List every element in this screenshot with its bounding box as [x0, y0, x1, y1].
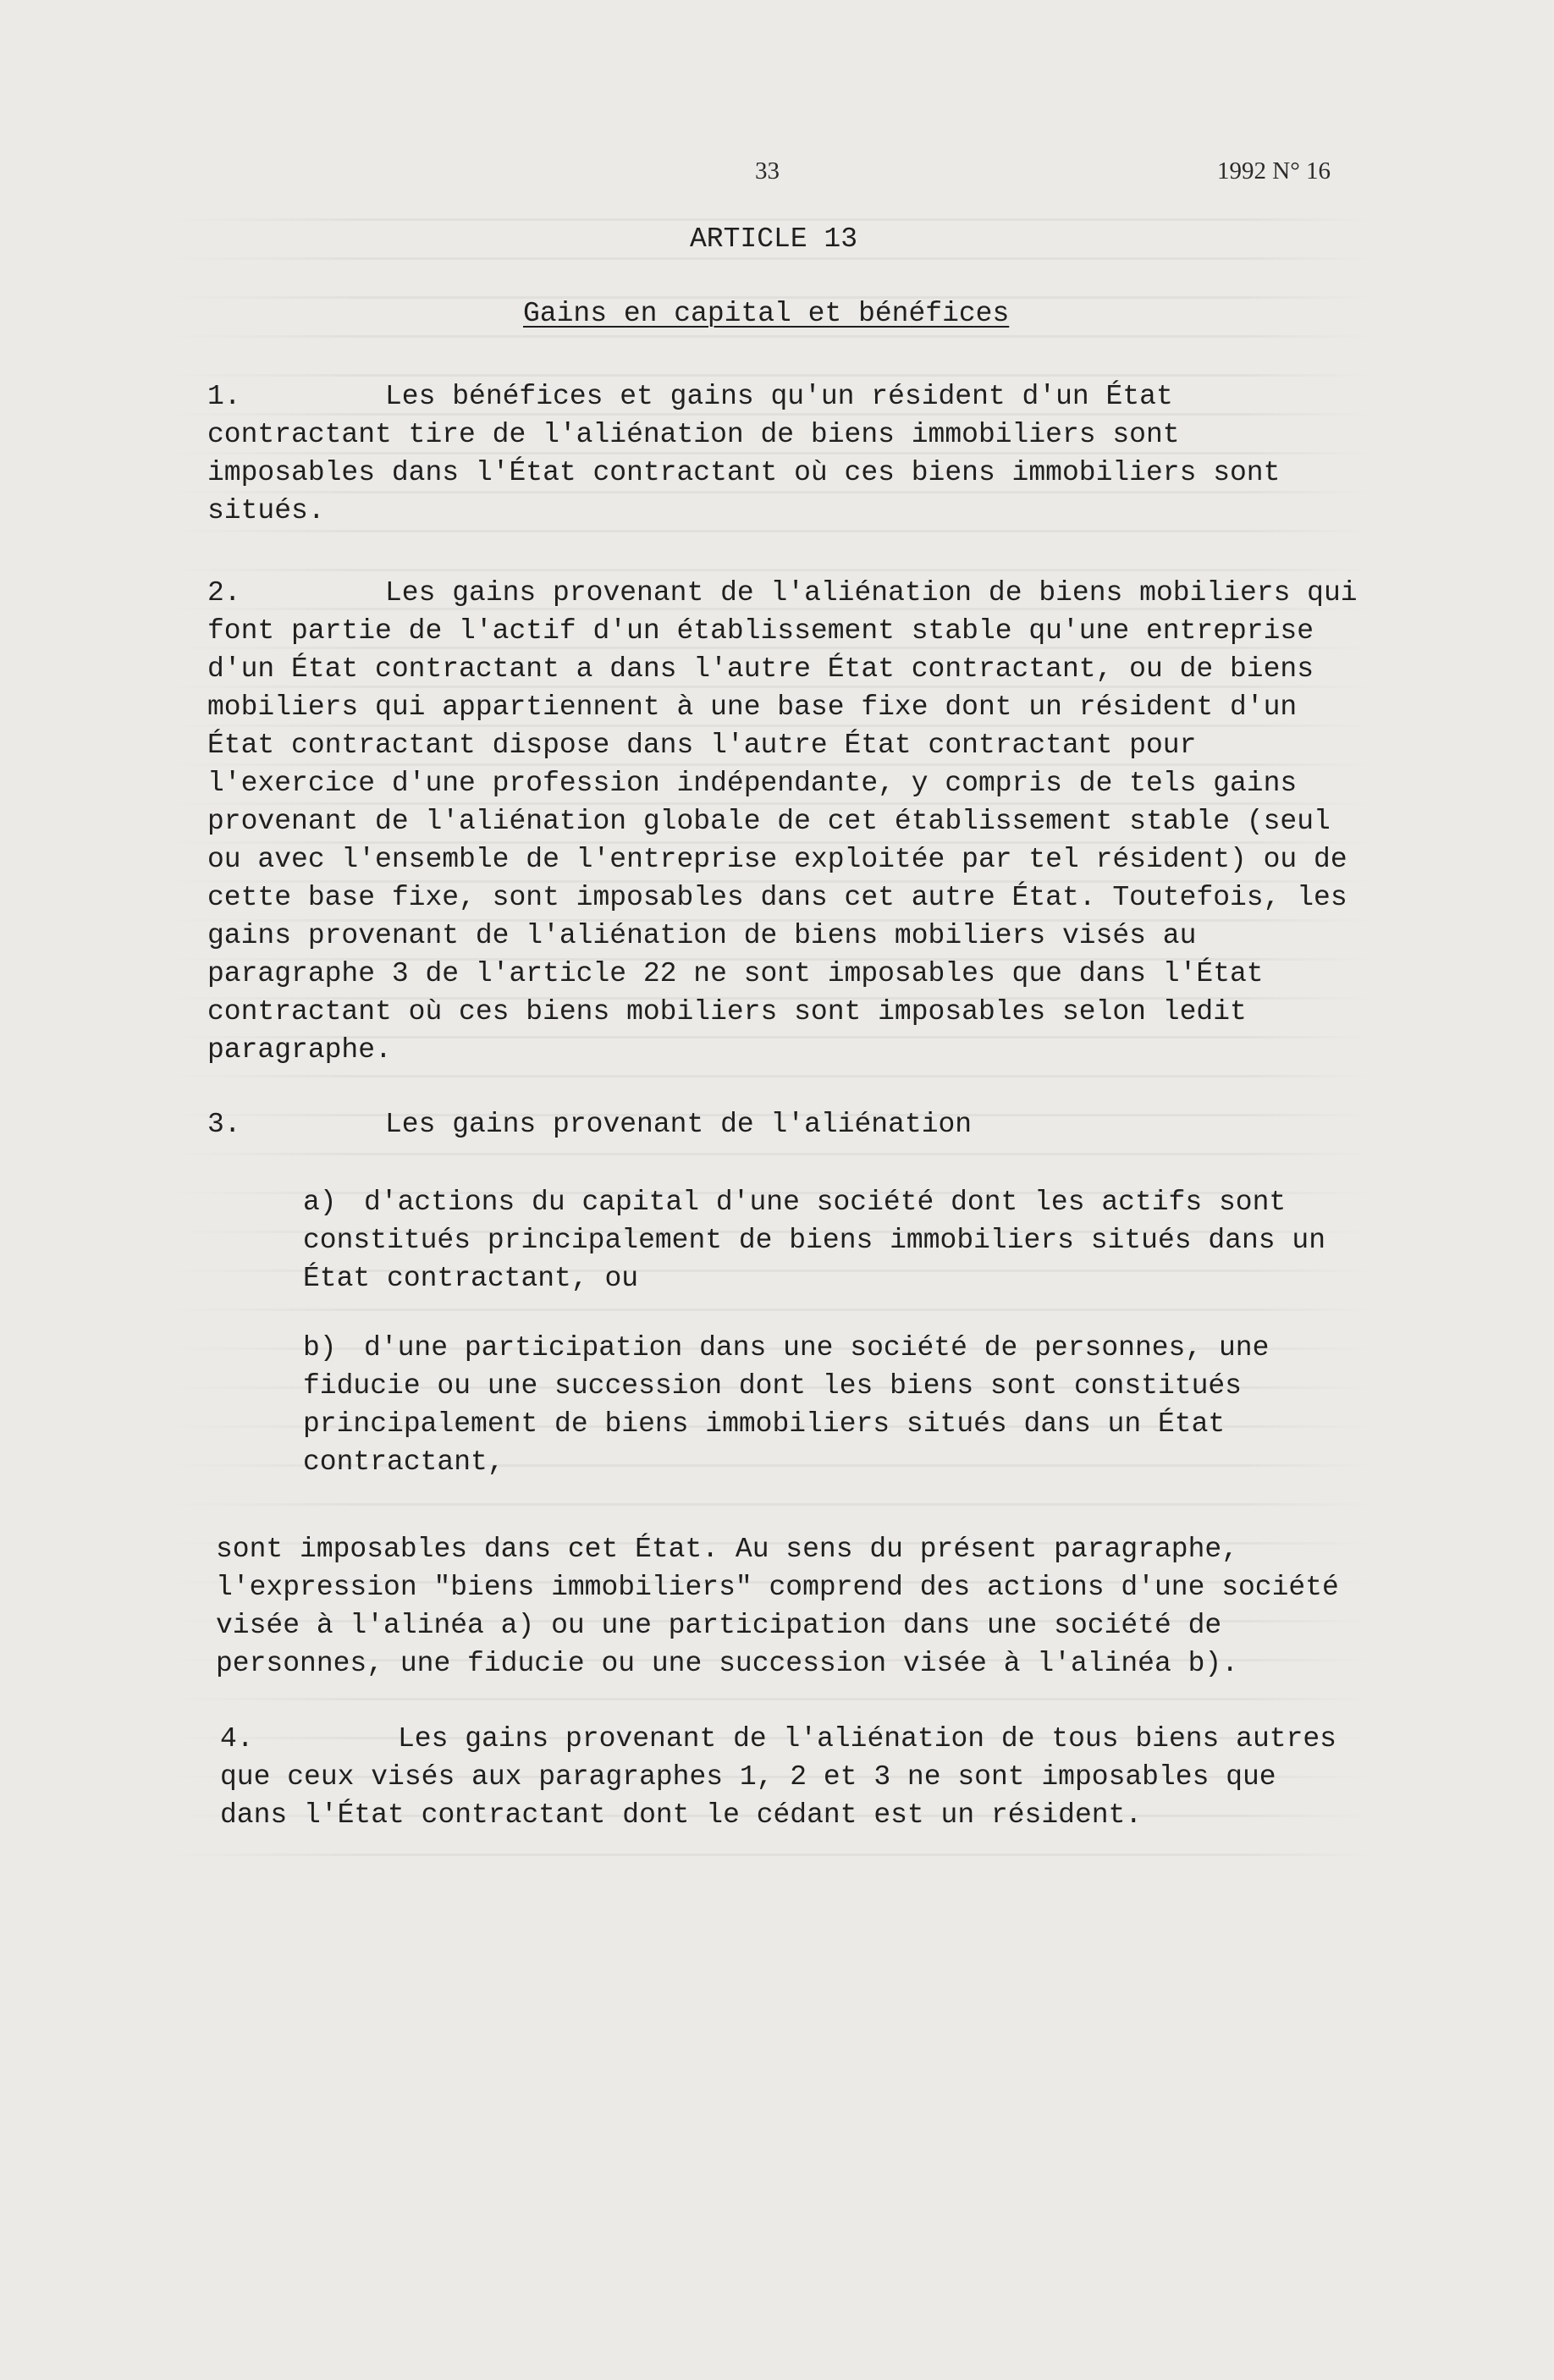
paragraph-3 — [207, 1105, 1358, 1143]
paragraph-4 — [220, 1720, 1354, 1834]
paragraph-number: 2. — [207, 577, 241, 609]
paragraph-number: 3. — [207, 1109, 241, 1140]
paragraph-number: 1. — [207, 381, 241, 412]
paragraph-text: Les bénéfices et gains qu'un résident d'un État contractant tire de l'aliénation de biens immobiliers sont imposables dans l'État contractant où ces biens immobiliers sont situés. — [207, 381, 1281, 526]
paragraph-text: Les gains provenant de l'aliénation de biens mobiliers qui font partie de l'actif d'un établissement stable qu'une entreprise d'un État contractant a dans l'autre État contractant, ou de biens mobiliers qui appartiennent à une base fixe dont un résident d'un État contractant dispose dans l'autre État contractant pour l'exercice d'une profession indépendante, y compris de tels gains provenant de l'aliénation globale de cet établissement stable (seul ou avec l'ensemble de l'entreprise exploitée par tel résident) ou de cette base fixe, sont imposables dans cet autre État. Toutefois, les gains provenant de l'aliénation de biens mobiliers visés au paragraphe 3 de l'article 22 ne sont imposables que dans l'État contractant où ces biens mobiliers sont imposables selon ledit paragraphe. — [207, 577, 1358, 1066]
page-number: 33 — [755, 157, 780, 185]
statute-reference: 1992 N° 16 — [1217, 157, 1331, 185]
paragraph-text: Les gains provenant de l'aliénation de tous biens autres que ceux visés aux paragraphes 1, 2 et 3 ne sont imposables que dans l'État contractant dont le cédant est un résident. — [220, 1723, 1336, 1831]
paragraph-text: Les gains provenant de l'aliénation — [385, 1109, 973, 1140]
subparagraph-letter: b) — [303, 1332, 337, 1364]
article-title: ARTICLE 13 — [690, 223, 858, 255]
subparagraph-letter: a) — [303, 1187, 337, 1218]
subparagraph-a — [303, 1183, 1361, 1297]
paragraph-number: 4. — [220, 1723, 254, 1755]
subparagraph-text: d'une participation dans une société de personnes, une fiducie ou une succession dont les biens sont constitués principalement de biens immobiliers situés dans un État contractant, — [303, 1332, 1270, 1478]
paragraph-2 — [207, 574, 1358, 1069]
paragraph-3-conclusion: sont imposables dans cet État. Au sens du présent paragraphe, l'expression "biens immobiliers" comprend des actions d'une société visée à l'alinéa a) ou une participation dans une société de personnes, une fiducie ou une succession visée à l'alinéa b). — [216, 1534, 1339, 1679]
section-title: Gains en capital et bénéfices — [523, 298, 1010, 329]
paragraph-1 — [207, 377, 1358, 530]
subparagraph-b — [303, 1329, 1361, 1481]
subparagraph-text: d'actions du capital d'une société dont les actifs sont constitués principalement de biens immobiliers situés dans un État contractant, ou — [303, 1187, 1325, 1294]
